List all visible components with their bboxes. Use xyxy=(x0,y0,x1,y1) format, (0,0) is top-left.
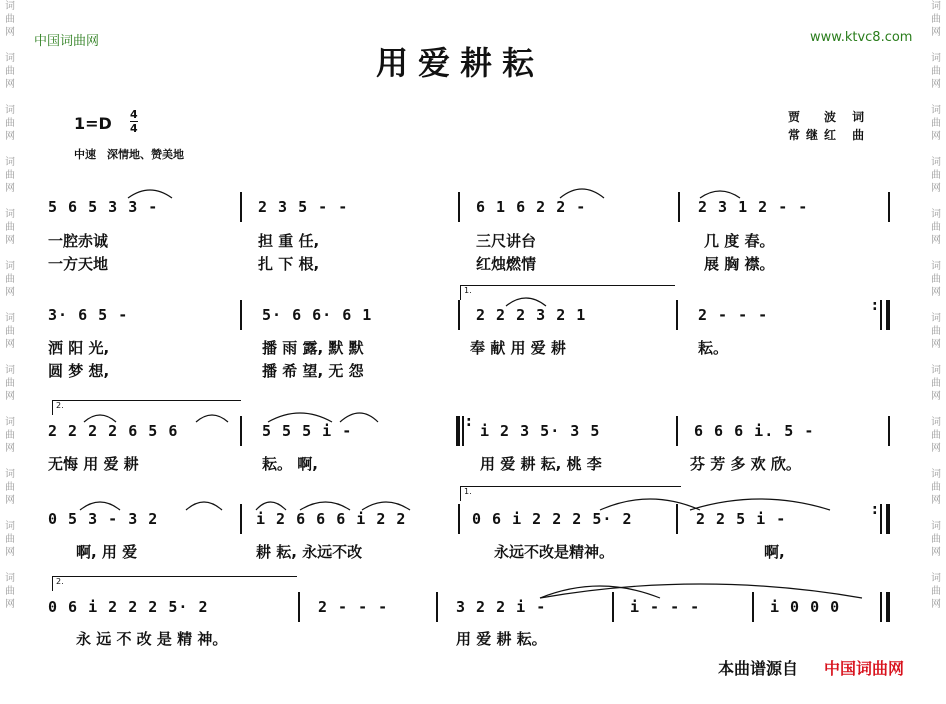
time-bottom: 4 xyxy=(130,122,138,135)
song-title: 用爱耕耘 xyxy=(376,44,545,82)
slur xyxy=(690,499,830,510)
lyric-verse1: 三尺讲台 xyxy=(476,232,537,250)
lyric-verse1: 耘。 xyxy=(698,339,729,357)
measure-notes: 2 3 1 2 - - xyxy=(698,198,809,216)
lyric-verse2: 圆 梦 想, xyxy=(48,362,110,380)
site-url-right[interactable]: www.ktvc8.com xyxy=(810,30,913,45)
measure-notes: 2 3 5 - - xyxy=(258,198,349,216)
lyric-verse2: 一方天地 xyxy=(48,255,109,273)
lyric-verse1: 一腔赤诚 xyxy=(48,232,109,250)
measure-notes: 2 2 5 i - xyxy=(696,510,787,528)
slur xyxy=(256,502,286,510)
measure-notes: 0 5 3 - 3 2 xyxy=(48,510,159,528)
volta-bracket: 2. xyxy=(52,576,297,591)
lyric-verse1: 耕 耘, 永远不改 xyxy=(256,543,363,561)
lyricist-credit: 贾 波 词 xyxy=(788,110,871,124)
measure-notes: 0 6 i 2 2 2 5· 2 xyxy=(472,510,633,528)
repeat-dots: : xyxy=(872,502,878,518)
volta-bracket: 1. xyxy=(460,285,675,300)
lyric-verse1: 啊, 用 爱 xyxy=(76,543,138,561)
lyric-verse1: 奉 献 用 爱 耕 xyxy=(470,339,566,357)
slur xyxy=(506,298,546,306)
slur xyxy=(540,586,660,598)
lyric-verse1: 洒 阳 光, xyxy=(48,339,110,357)
key-signature: 1=D xyxy=(74,114,112,133)
measure-notes: 2 2 2 2 6 5 6 xyxy=(48,422,179,440)
composer-credit: 常继红 曲 xyxy=(788,128,871,142)
lyric-verse1: 啊, xyxy=(764,543,785,561)
measure-notes: 3· 6 5 - xyxy=(48,306,129,324)
lyric-verse1: 耘。 啊, xyxy=(262,455,318,473)
measure-notes: 5· 6 6· 6 1 xyxy=(262,306,373,324)
source-label: 本曲谱源自 xyxy=(718,659,799,678)
measure-notes: i 2 3 5· 3 5 xyxy=(480,422,601,440)
watermark-right: 词 曲 网 词 曲 网 词 曲 网 词 曲 网 词 曲 网 词 曲 网 词 曲 网 词 曲 网 词 曲 网 词 曲 网 词 曲 网 词 曲 网 xyxy=(931,1,941,610)
measure-notes: 3 2 2 i - xyxy=(456,598,547,616)
measure-notes: i 0 0 0 xyxy=(770,598,841,616)
source-site-link[interactable]: 中国词曲网 xyxy=(824,659,905,678)
watermark-left: 词 曲 网 词 曲 网 词 曲 网 词 曲 网 词 曲 网 词 曲 网 词 曲 网 词 曲 网 词 曲 网 词 曲 网 词 曲 网 词 曲 网 xyxy=(5,1,15,610)
lyric-verse1: 芬 芳 多 欢 欣。 xyxy=(690,455,801,473)
tempo-marking: 中速 深情地、赞美地 xyxy=(74,148,184,161)
lyric-verse1: 无悔 用 爱 耕 xyxy=(48,455,139,473)
lyric-verse1: 用 爱 耕 耘, 桃 李 xyxy=(480,455,602,473)
slur xyxy=(340,413,378,422)
measure-notes: 6 1 6 2 2 - xyxy=(476,198,587,216)
slur xyxy=(362,502,410,510)
lyric-verse1: 担 重 任, xyxy=(258,232,320,250)
lyric-verse1: 几 度 春。 xyxy=(704,232,775,250)
repeat-dots: : xyxy=(872,298,878,314)
slur xyxy=(700,191,740,198)
measure-notes: 2 - - - xyxy=(318,598,389,616)
slur xyxy=(300,502,350,510)
slur xyxy=(560,189,604,198)
slur xyxy=(84,415,116,422)
measure-notes: 0 6 i 2 2 2 5· 2 xyxy=(48,598,209,616)
measure-notes: 6 6 6 i. 5 - xyxy=(694,422,815,440)
lyric-verse2: 红烛燃情 xyxy=(476,255,537,273)
lyric-verse2: 播 希 望, 无 怨 xyxy=(262,362,364,380)
slur xyxy=(196,415,228,422)
lyric-verse1: 永 远 不 改 是 精 神。 xyxy=(76,630,228,648)
time-top: 4 xyxy=(130,108,138,121)
measure-notes: 5 5 5 i - xyxy=(262,422,353,440)
slur xyxy=(80,502,120,510)
lyric-verse2: 扎 下 根, xyxy=(258,255,320,273)
measure-notes: 5 6 5 3 3 - xyxy=(48,198,159,216)
volta-bracket: 1. xyxy=(460,486,681,501)
repeat-dots: : xyxy=(466,414,472,430)
volta-bracket: 2. xyxy=(52,400,241,415)
slur xyxy=(128,190,172,198)
lyric-verse2: 展 胸 襟。 xyxy=(704,255,775,273)
lyric-verse1: 永远不改是精神。 xyxy=(494,543,615,561)
measure-notes: i 2 6 6 6 i 2 2 xyxy=(256,510,407,528)
lyric-verse1: 用 爱 耕 耘。 xyxy=(456,630,547,648)
slur xyxy=(186,502,222,510)
site-name-left[interactable]: 中国词曲网 xyxy=(34,34,100,49)
slur xyxy=(600,499,700,510)
measure-notes: i - - - xyxy=(630,598,701,616)
measure-notes: 2 2 2 3 2 1 xyxy=(476,306,587,324)
lyric-verse1: 播 雨 露, 默 默 xyxy=(262,339,364,357)
measure-notes: 2 - - - xyxy=(698,306,769,324)
slur xyxy=(268,413,332,422)
